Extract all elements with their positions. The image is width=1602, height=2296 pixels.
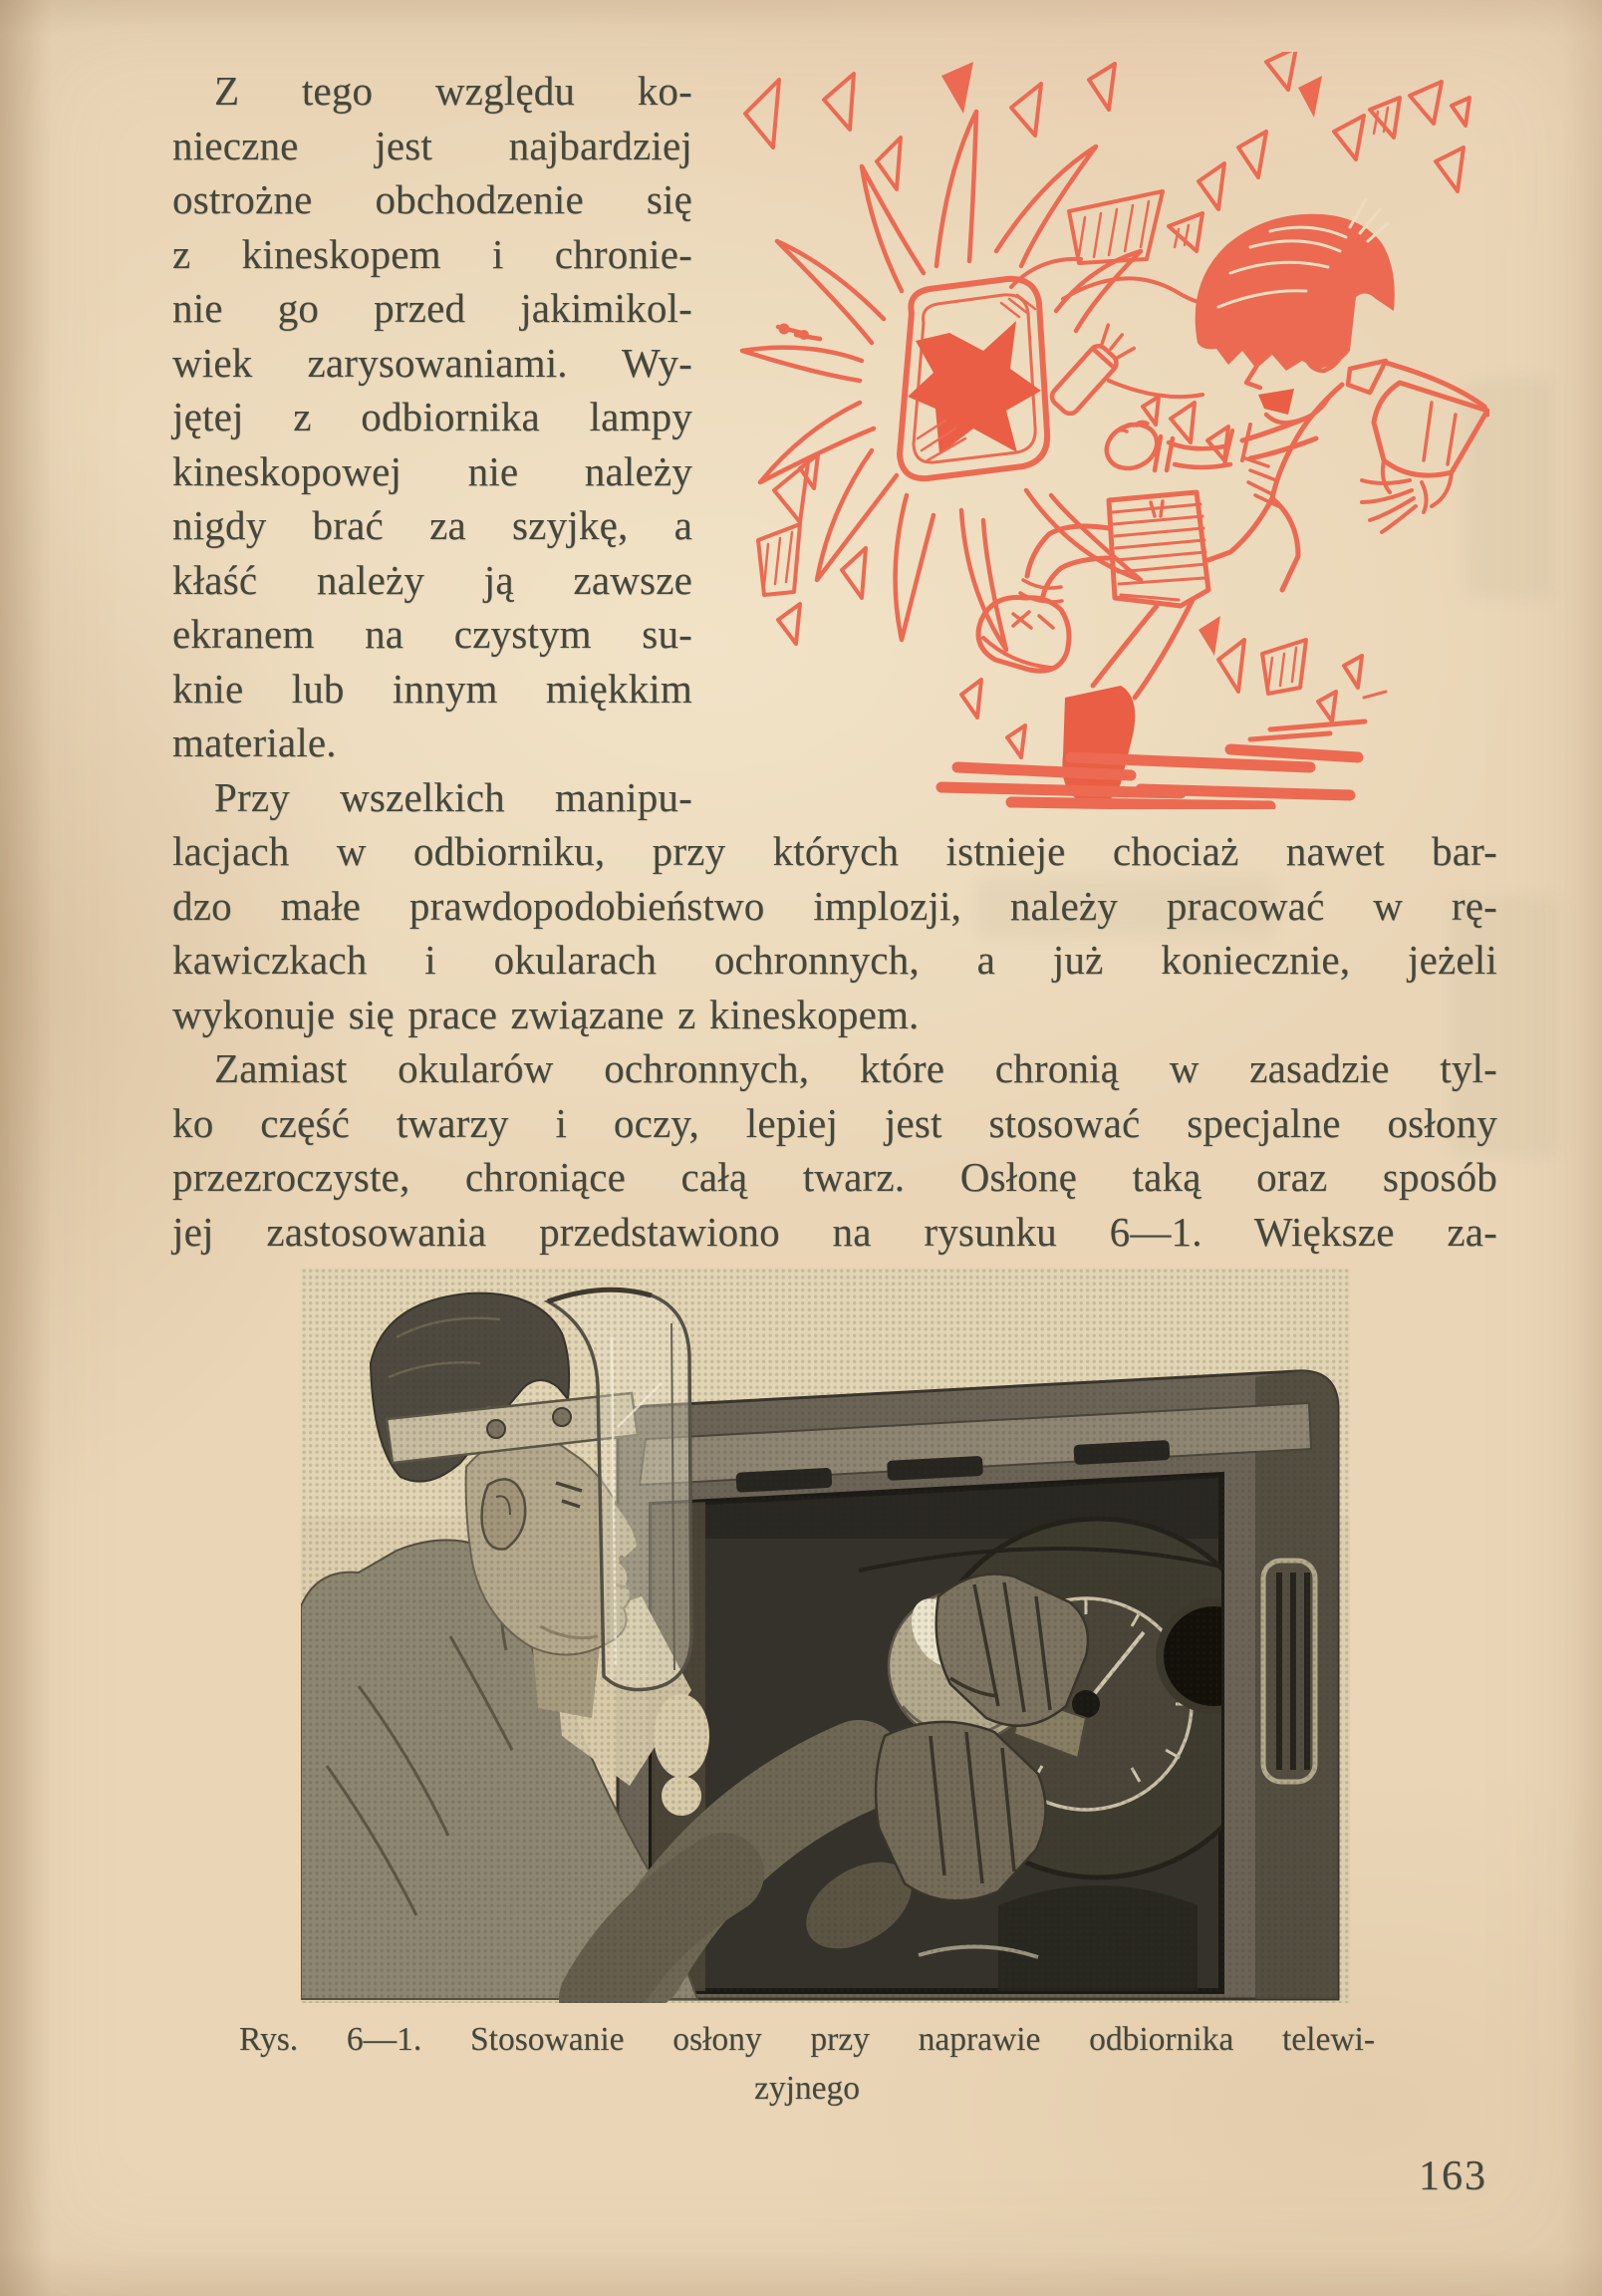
text-line: kineskopowej nie należy — [172, 447, 692, 494]
text-line: ko część twarzy i oczy, lepiej jest stosować specjalne osłony — [172, 1099, 1497, 1146]
text-line: nieczne jest najbardziej — [172, 122, 692, 168]
body-text — [172, 64, 1497, 1259]
text-line: jętej z odbiornika lampy — [172, 394, 692, 439]
text-line: dzo małe prawdopodobieństwo implozji, należy pracować w rę- — [172, 882, 1497, 929]
figure-caption-line2: zyjnego — [753, 2070, 861, 2107]
repair-photo-svg — [301, 1268, 1350, 2003]
repair-photo — [301, 1268, 1350, 2003]
text-line: Z tego względu ko- — [214, 68, 692, 114]
figure-caption — [239, 2015, 1375, 2113]
text-line: ekranem na czystym su- — [172, 611, 692, 657]
text-line: ostrożne obchodzenie się — [172, 176, 692, 222]
figure-caption-line1: Rys. 6—1. Stosowanie osłony przy naprawie odbiornika telewi- — [239, 2021, 1375, 2058]
text-line: Zamiast okularów ochronnych, które chronią w zasadzie tyl- — [214, 1045, 1497, 1091]
text-line: kłaść należy ją zawsze — [172, 556, 692, 603]
halftone-texture — [301, 1268, 1350, 2003]
text-line: wykonuje się prace związane z kineskopem. — [172, 991, 920, 1037]
text-line: jej zastosowania przedstawiono na rysunku 6—1. Większe za- — [172, 1208, 1497, 1255]
text-line: kawiczkach i okularach ochronnych, a już koniecznie, jeżeli — [172, 937, 1497, 983]
text-line: materiale. — [172, 719, 337, 765]
text-line: Przy wszelkich manipu- — [214, 773, 692, 820]
text-line: knie lub innym miękkim — [172, 665, 692, 712]
text-line: z kineskopem i chronie- — [172, 230, 692, 277]
text-line: przezroczyste, chroniące całą twarz. Osłonę taką oraz sposób — [172, 1154, 1497, 1200]
text-line: wiek zarysowaniami. Wy- — [172, 339, 692, 386]
text-line: nigdy brać za szyjkę, a — [172, 502, 692, 548]
text-line: nie go przed jakimikol- — [172, 285, 692, 331]
text-line: lacjach w odbiorniku, przy których istnieje chociaż nawet bar- — [172, 828, 1497, 874]
page-number: 163 — [1419, 2153, 1487, 2199]
